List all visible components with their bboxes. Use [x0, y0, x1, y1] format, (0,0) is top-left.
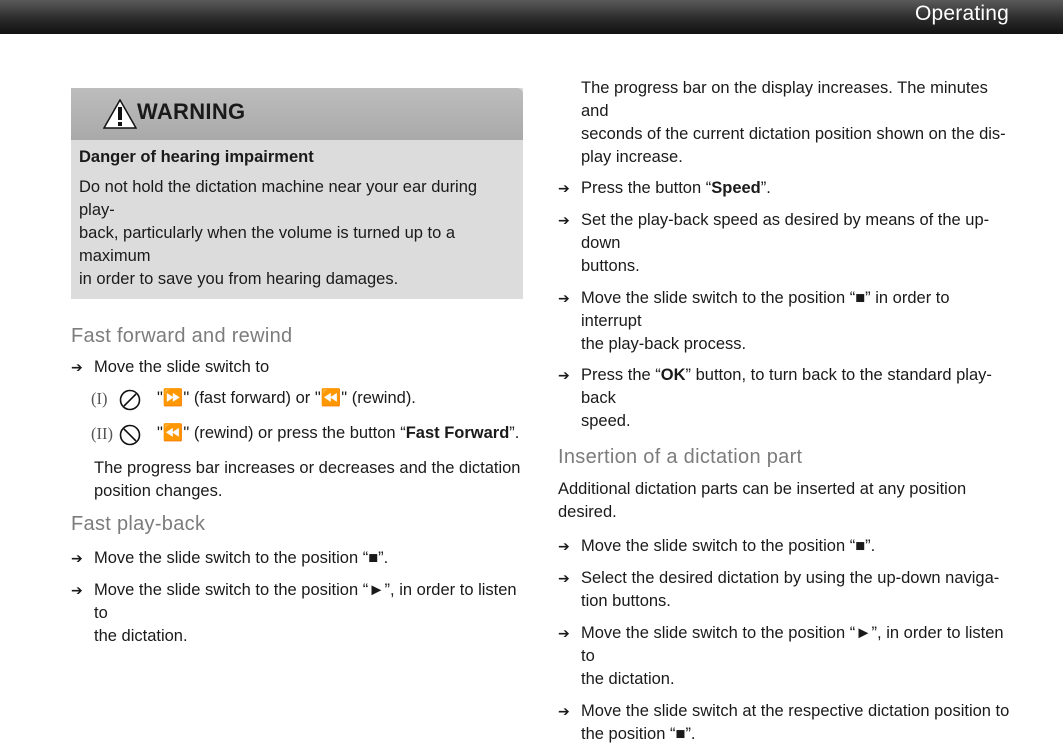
- option-row-2: [71, 422, 526, 445]
- arrow-right-icon: ➔: [558, 538, 570, 554]
- arrow-right-icon: ➔: [558, 703, 570, 719]
- arrow-right-icon: ➔: [71, 359, 83, 375]
- heading-insertion: Insertion of a dictation part: [558, 446, 803, 468]
- warning-header: [71, 88, 523, 140]
- option-row-1: [71, 387, 526, 410]
- arrow-right-icon: ➔: [558, 570, 570, 586]
- arrow-right-icon: ➔: [558, 180, 570, 196]
- warning-text-line: in order to save you from hearing damages.: [79, 270, 399, 288]
- list-item: ➔ Move the slide switch to the position “■”.: [71, 547, 526, 570]
- heading-fast-playback: Fast play-back: [71, 513, 206, 535]
- list-item: ➔ Move the slide switch to the position “►”, in order to listen to the dictation.: [558, 624, 1004, 688]
- list-item: ➔ Press the button “Speed”.: [558, 177, 1013, 200]
- note-paragraph: The progress bar increases or decreases and the dictation position changes.: [94, 459, 521, 500]
- option-number: (I): [91, 389, 108, 408]
- list-item: ➔ Move the slide switch to the position “►”, in order to listen to the dictation.: [71, 581, 517, 645]
- list-item: ➔ Move the slide switch at the respective dictation position to the position “■”.: [558, 702, 1010, 743]
- list-item: ➔ Press the “OK” button, to turn back to the standard play-back speed.: [558, 366, 992, 430]
- arrow-right-icon: ➔: [558, 212, 570, 228]
- left-column: [71, 88, 526, 648]
- arrow-right-icon: ➔: [71, 550, 83, 566]
- option-text: "⏪" (rewind) or press the button “Fast Forward”.: [157, 424, 520, 442]
- warning-text-line: back, particularly when the volume is turned up to a maximum: [79, 224, 456, 265]
- option-text: "⏩" (fast forward) or "⏪" (rewind).: [157, 389, 416, 407]
- warning-title: WARNING: [137, 99, 246, 124]
- list-item: ➔ Select the desired dictation by using the up-down naviga- tion buttons.: [558, 569, 1000, 610]
- arrow-right-icon: ➔: [558, 290, 570, 306]
- header-bar: [0, 0, 1063, 34]
- list-item: ➔ Move the slide switch to the position “■”.: [558, 535, 1013, 558]
- section-title: Operating: [914, 2, 1009, 25]
- slide-switch-rewind-icon: [119, 424, 141, 446]
- warning-triangle-icon: [103, 99, 137, 129]
- option-number: (II): [91, 424, 113, 443]
- arrow-right-icon: ➔: [71, 582, 83, 598]
- list-item: ➔ Move the slide switch to: [71, 356, 526, 379]
- arrow-right-icon: ➔: [558, 367, 570, 383]
- slide-switch-forward-icon: [119, 389, 141, 411]
- right-column: [558, 77, 1013, 746]
- warning-text-line: Do not hold the dictation machine near your ear during play-: [79, 178, 478, 219]
- list-item: ➔ Move the slide switch to the position “■” in order to interrupt the play-back process.: [558, 289, 950, 353]
- warning-box: [71, 88, 523, 299]
- warning-subtitle: Danger of hearing impairment: [79, 148, 314, 166]
- warning-body: [71, 140, 523, 299]
- heading-fast-forward: Fast forward and rewind: [71, 325, 293, 347]
- list-item: ➔ Set the play-back speed as desired by means of the up-down buttons.: [558, 211, 990, 275]
- insertion-intro: Additional dictation parts can be inserted at any position desired.: [558, 480, 967, 521]
- progress-paragraph: The progress bar on the display increases. The minutes and seconds of the current dictation position shown on the dis- play increase.: [581, 79, 1006, 166]
- arrow-right-icon: ➔: [558, 625, 570, 641]
